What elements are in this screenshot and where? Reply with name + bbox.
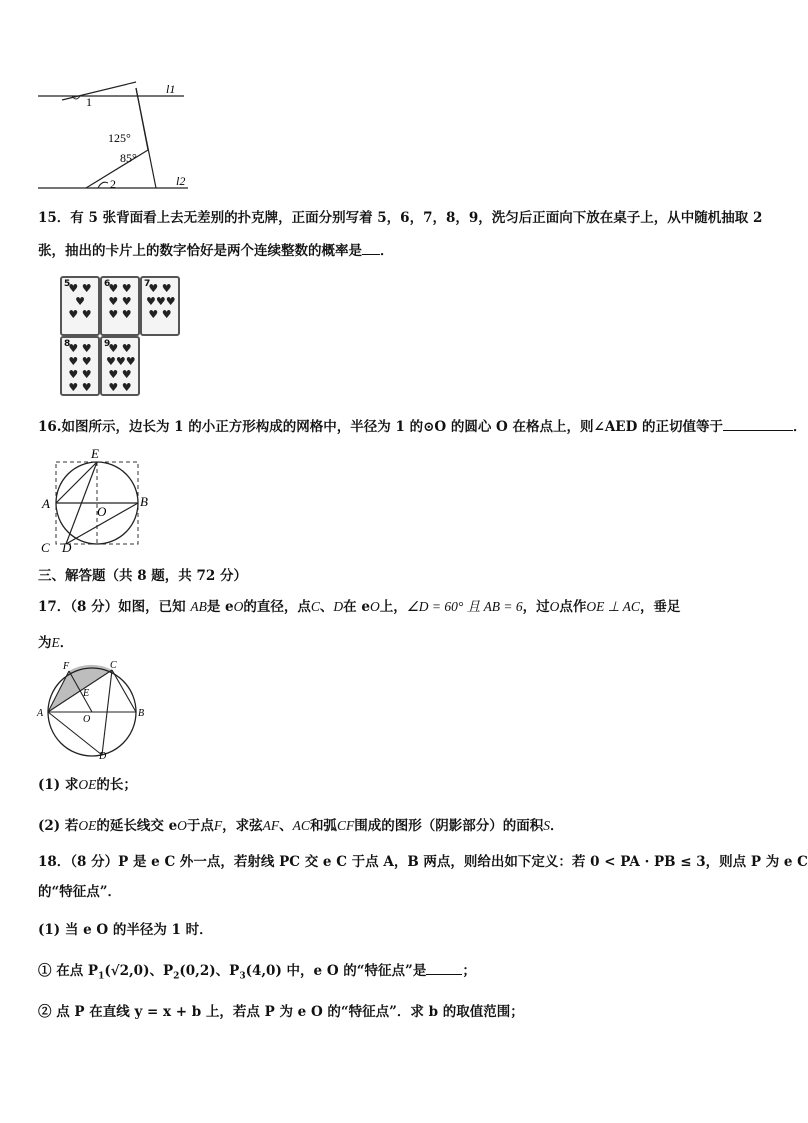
q17-text-d: 、 (319, 599, 334, 615)
q17-text-b: 是 e (206, 599, 234, 615)
q18-part1-1 (38, 960, 476, 987)
q18-sub-1: 1 (98, 971, 105, 982)
cards-figure (58, 274, 184, 398)
shaded-region (48, 665, 112, 712)
q18-p1-1-a: ① 在点 P (38, 963, 99, 979)
q15-answer-blank[interactable] (362, 240, 380, 255)
q17-var-c: C (310, 599, 320, 614)
section-3-title: 三、解答题（共 8 题，共 72 分） (38, 568, 247, 584)
q17-text-i: ，垂足 (639, 599, 681, 615)
q18-line2: 的“特征点”． (38, 884, 122, 900)
label-b: B (140, 494, 148, 509)
q17-text-c: 的直径，点 (243, 599, 311, 615)
card-5 (60, 276, 100, 336)
q18-part1-2: ② 点 P 在直线 y = x + b 上，若点 P 为 e O 的“特征点”．求 b 的取值范围； (38, 1004, 524, 1020)
q17-p2-o: O (177, 818, 187, 833)
label-a: A (42, 496, 50, 511)
chord-ad (48, 712, 102, 755)
q17-p2-af: AF (262, 818, 280, 833)
label-f: F (63, 661, 70, 672)
q17-p1-a: (1) 求 (38, 777, 79, 793)
q18-sub-3: 3 (239, 971, 246, 982)
label-angle-1: 1 (86, 95, 92, 109)
q17-var-o3: O (549, 599, 560, 614)
q17-var-d: D (333, 599, 344, 614)
q17-p2-c: 于点 (186, 818, 214, 834)
q17-var-o2: O (369, 599, 380, 614)
q17-p2-f: F (213, 818, 223, 833)
q18-p1-1-b: (√2,0)、P (104, 963, 174, 979)
label-angle-125: 125° (108, 131, 131, 145)
transversal-middle-lower (86, 150, 148, 188)
card-9 (100, 336, 140, 396)
card-8 (60, 336, 100, 396)
q16-text (38, 416, 807, 437)
q17-var-o: O (233, 599, 244, 614)
q17-p2-ac: AC (292, 818, 310, 833)
q17-p2-b: 的延长线交 e (96, 818, 178, 834)
q17-p2-d: ，求弦 (222, 818, 263, 834)
heart-icon: ♥ ♥ ♥ ♥ ♥ ♥ ♥ ♥ (68, 342, 92, 394)
q18-sub-2: 2 (173, 971, 180, 982)
q15-line2 (38, 240, 394, 261)
q16-answer-blank[interactable] (723, 416, 793, 431)
q17-p2-s: S (543, 818, 550, 833)
q18-p1-1-c: (0,2)、P (179, 963, 240, 979)
label-l1: l1 (166, 82, 176, 96)
q18-part1: (1) 当 e O 的半径为 1 时． (38, 922, 213, 938)
label-d: D (62, 540, 72, 555)
q18-line1: 18．（8 分）P 是 e C 外一点，若射线 PC 交 e C 于点 A，B 两点，则给出如下定义：若 0 < PA · PB ≤ 3，则点 P 为 e C (38, 854, 808, 870)
q15-line2-text: 张，抽出的卡片上的数字恰好是两个连续整数的概率是 (38, 243, 362, 259)
heart-icon: ♥ ♥ ♥♥♥ ♥ ♥ (146, 282, 176, 321)
label-angle-2: 2 (110, 177, 116, 191)
label-angle-85: 85° (120, 151, 137, 165)
card-6-number: 6 (104, 279, 111, 289)
q17-text-a: 17．（8 分）如图，已知 (38, 599, 186, 615)
card-6 (100, 276, 140, 336)
q16-question: 16.如图所示，边长为 1 的小正方形构成的网格中，半径为 1 的⊙O 的圆心 O 在格点上，则∠AED 的正切值等于 (38, 419, 723, 435)
label-c: C (110, 660, 117, 671)
q17-text-h: 点作 (559, 599, 587, 615)
q17-text-e: 在 e (343, 599, 370, 615)
grid-circle-figure (36, 446, 156, 556)
q16-end: ． (793, 419, 807, 435)
circle-chord-figure (34, 660, 146, 760)
q17-line1 (38, 597, 680, 617)
card-7 (140, 276, 180, 336)
q18-answer-blank[interactable] (426, 960, 462, 975)
label-o: O (83, 714, 91, 725)
transversal-right (136, 88, 156, 188)
label-e: E (91, 446, 99, 461)
heart-icon: ♥ ♥ ♥♥♥ ♥ ♥ ♥ ♥ (106, 342, 136, 394)
q17-p2-oe: OE (78, 818, 97, 833)
card-5-number: 5 (64, 279, 71, 289)
q17-p2-f-text: 和弧 (309, 818, 337, 834)
q17-p2-a: (2) 若 (38, 818, 79, 834)
label-b: B (138, 708, 145, 719)
q17-part2 (38, 816, 563, 836)
chord-cb (112, 670, 136, 712)
label-o: O (97, 504, 107, 519)
q17-text-g: ，过 (522, 599, 550, 615)
label-l2: l2 (176, 174, 186, 188)
q17-p2-g: 围成的图形（阴影部分）的面积 (354, 818, 544, 834)
q17-var-e: E (51, 635, 60, 650)
card-9-number: 9 (104, 339, 111, 349)
label-e: E (83, 688, 90, 699)
label-c: C (41, 540, 50, 555)
q17-p1-b: 的长； (96, 777, 137, 793)
q17-p2-h: ． (549, 818, 564, 834)
q17-condition: ∠D = 60° 且 AB = 6 (406, 599, 523, 614)
q17-var-ab: AB (190, 599, 207, 614)
q15-line2-end: ． (380, 243, 394, 259)
q17-p1-oe: OE (78, 777, 97, 792)
label-a: A (37, 708, 44, 719)
q15-line1: 15．有 5 张背面看上去无差别的扑克牌，正面分别写着 5，6，7，8，9，洗匀后正面向下放在桌子上，从中随机抽取 2 (38, 210, 763, 226)
q17-p2-cf: CF (336, 818, 355, 833)
q17-p2-e: 、 (279, 818, 293, 834)
q18-p1-1-d: (4,0) 中，e O 的“特征点”是 (245, 963, 427, 979)
parallel-lines-figure (36, 82, 196, 194)
q17-perpendicular: OE ⊥ AC (586, 599, 640, 614)
q17-line2 (38, 633, 73, 653)
card-8-number: 8 (64, 339, 71, 349)
q18-p1-1-e: ； (462, 963, 476, 979)
label-d: D (99, 751, 107, 762)
q17-line2-a: 为 (38, 635, 52, 651)
angle-arc-2 (98, 182, 108, 188)
q17-line2-b: ． (59, 635, 74, 651)
card-7-number: 7 (144, 279, 151, 289)
heart-icon: ♥ ♥ ♥ ♥ ♥ ♥ (108, 282, 132, 321)
heart-icon: ♥ ♥ ♥ ♥ ♥ (68, 282, 92, 321)
q17-text-f: 上， (379, 599, 407, 615)
q17-part1 (38, 775, 137, 795)
